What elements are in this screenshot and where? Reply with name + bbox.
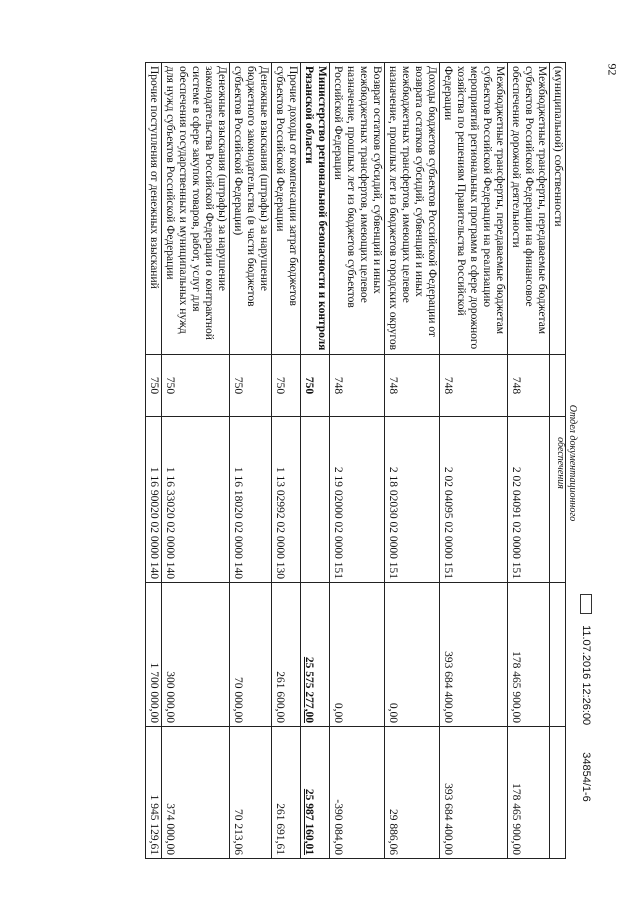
cell-plan-amount: 0,00 [330,583,385,727]
revenue-table [145,62,566,859]
cell-plan-amount: 261 600,00 [272,583,301,727]
cell-actual-amount: 1 945 129,61 [146,727,162,859]
cell-plan-amount: 393 684 400,00 [440,583,508,727]
table-row [230,63,272,859]
cell-name: (муниципальной) собственности [550,63,566,355]
cell-budget-code: 1 16 33020 02 0000 140 [162,417,230,583]
cell-plan-amount: 25 575 277,00 [301,583,330,727]
cell-name: Министерство региональной безопасности и контроля Рязанской области [301,63,330,355]
cell-admin-code: 748 [508,355,550,417]
cell-budget-code: 1 13 02992 02 0000 130 [272,417,301,583]
department-stamp: Отдел документационного обеспечения [555,404,578,522]
cell-plan-amount: 300 000,00 [162,583,230,727]
cell-budget-code: 2 02 04095 02 0000 151 [440,417,508,583]
cell-budget-code: 2 02 04091 02 0000 151 [508,417,550,583]
cell-name: Прочие доходы от компенсации затрат бюджетов субъектов Российской Федерации [272,63,301,355]
cell-name: Денежные взыскания (штрафы) за нарушение законодательства Российской Федерации о контрактной системе в сфере закупок товаров, работ, услуг для обеспечения государственных и муниципальных нужд для нужд субъектов Российской Федерации [162,63,230,355]
cell-admin-code: 750 [301,355,330,417]
cell-admin-code: 750 [230,355,272,417]
table-row [440,63,508,859]
cell-actual-amount: -390 084,00 [330,727,385,859]
cell-name: Межбюджетные трансферты, передаваемые бюджетам субъектов Российской Федерации на финансовое обеспечение дорожной деятельности [508,63,550,355]
cell-plan-amount: 178 465 900,00 [508,583,550,727]
table-row [146,63,162,859]
cell-actual-amount: 393 684 400,00 [440,727,508,859]
cell-budget-code: 2 19 02000 02 0000 151 [330,417,385,583]
footer-doc-id: 34854/1-6 [580,752,592,802]
cell-admin-code: 750 [162,355,230,417]
cell-actual-amount: 374 000,00 [162,727,230,859]
cell-plan-amount: 70 000,00 [230,583,272,727]
cell-actual-amount: 25 987 160,01 [301,727,330,859]
cell-budget-code: 2 18 02030 02 0000 151 [385,417,440,583]
cell-actual-amount: 29 886,06 [385,727,440,859]
cell-budget-code: 1 16 18020 02 0000 140 [230,417,272,583]
cell-name: Возврат остатков субсидий, субвенций и иных межбюджетных трансфертов, имеющих целевое назначение, прошлых лет из бюджетов субъектов Российской Федерации [330,63,385,355]
cell-admin-code: 750 [146,355,162,417]
cell-name: Доходы бюджетов субъектов Российской Федерации от возврата остатков субсидий, субвенций и иных межбюджетных трансфертов, имеющих целевое назначение, прошлых лет из бюджетов городских округов [385,63,440,355]
page-number: 92 [605,63,620,76]
cell-name: Межбюджетные трансферты, передаваемые бюджетам субъектов Российской Федерации на реализацию мероприятий региональных программ в сфере дорожного хозяйства по решениям Правительства Российской Федерации [440,63,508,355]
table-row [301,63,330,859]
cell-actual-amount: 178 465 900,00 [508,727,550,859]
cell-admin-code: 748 [385,355,440,417]
cell-admin-code: 748 [440,355,508,417]
cell-name: Денежные взыскания (штрафы) за нарушение бюджетного законодательства (в части бюджетов субъектов Российской Федерации) [230,63,272,355]
cell-budget-code [301,417,330,583]
table-row [508,63,550,859]
cell-name: Прочие поступления от денежных взысканий [146,63,162,355]
cell-plan-amount: 0,00 [385,583,440,727]
cell-actual-amount: 70 213,06 [230,727,272,859]
cell-admin-code: 750 [272,355,301,417]
page-footer [552,594,592,894]
rotated-table-container [86,62,566,858]
cell-admin-code: 748 [330,355,385,417]
cell-budget-code: 1 16 90020 02 0000 140 [146,417,162,583]
table-row [330,63,385,859]
table-row [272,63,301,859]
footer-datetime: 11.07.2016 12:26:00 [580,625,592,726]
cell-plan-amount: 1 700 000,00 [146,583,162,727]
table-row [162,63,230,859]
printer-logo-icon [580,594,592,614]
table-row [385,63,440,859]
cell-actual-amount: 261 691,61 [272,727,301,859]
